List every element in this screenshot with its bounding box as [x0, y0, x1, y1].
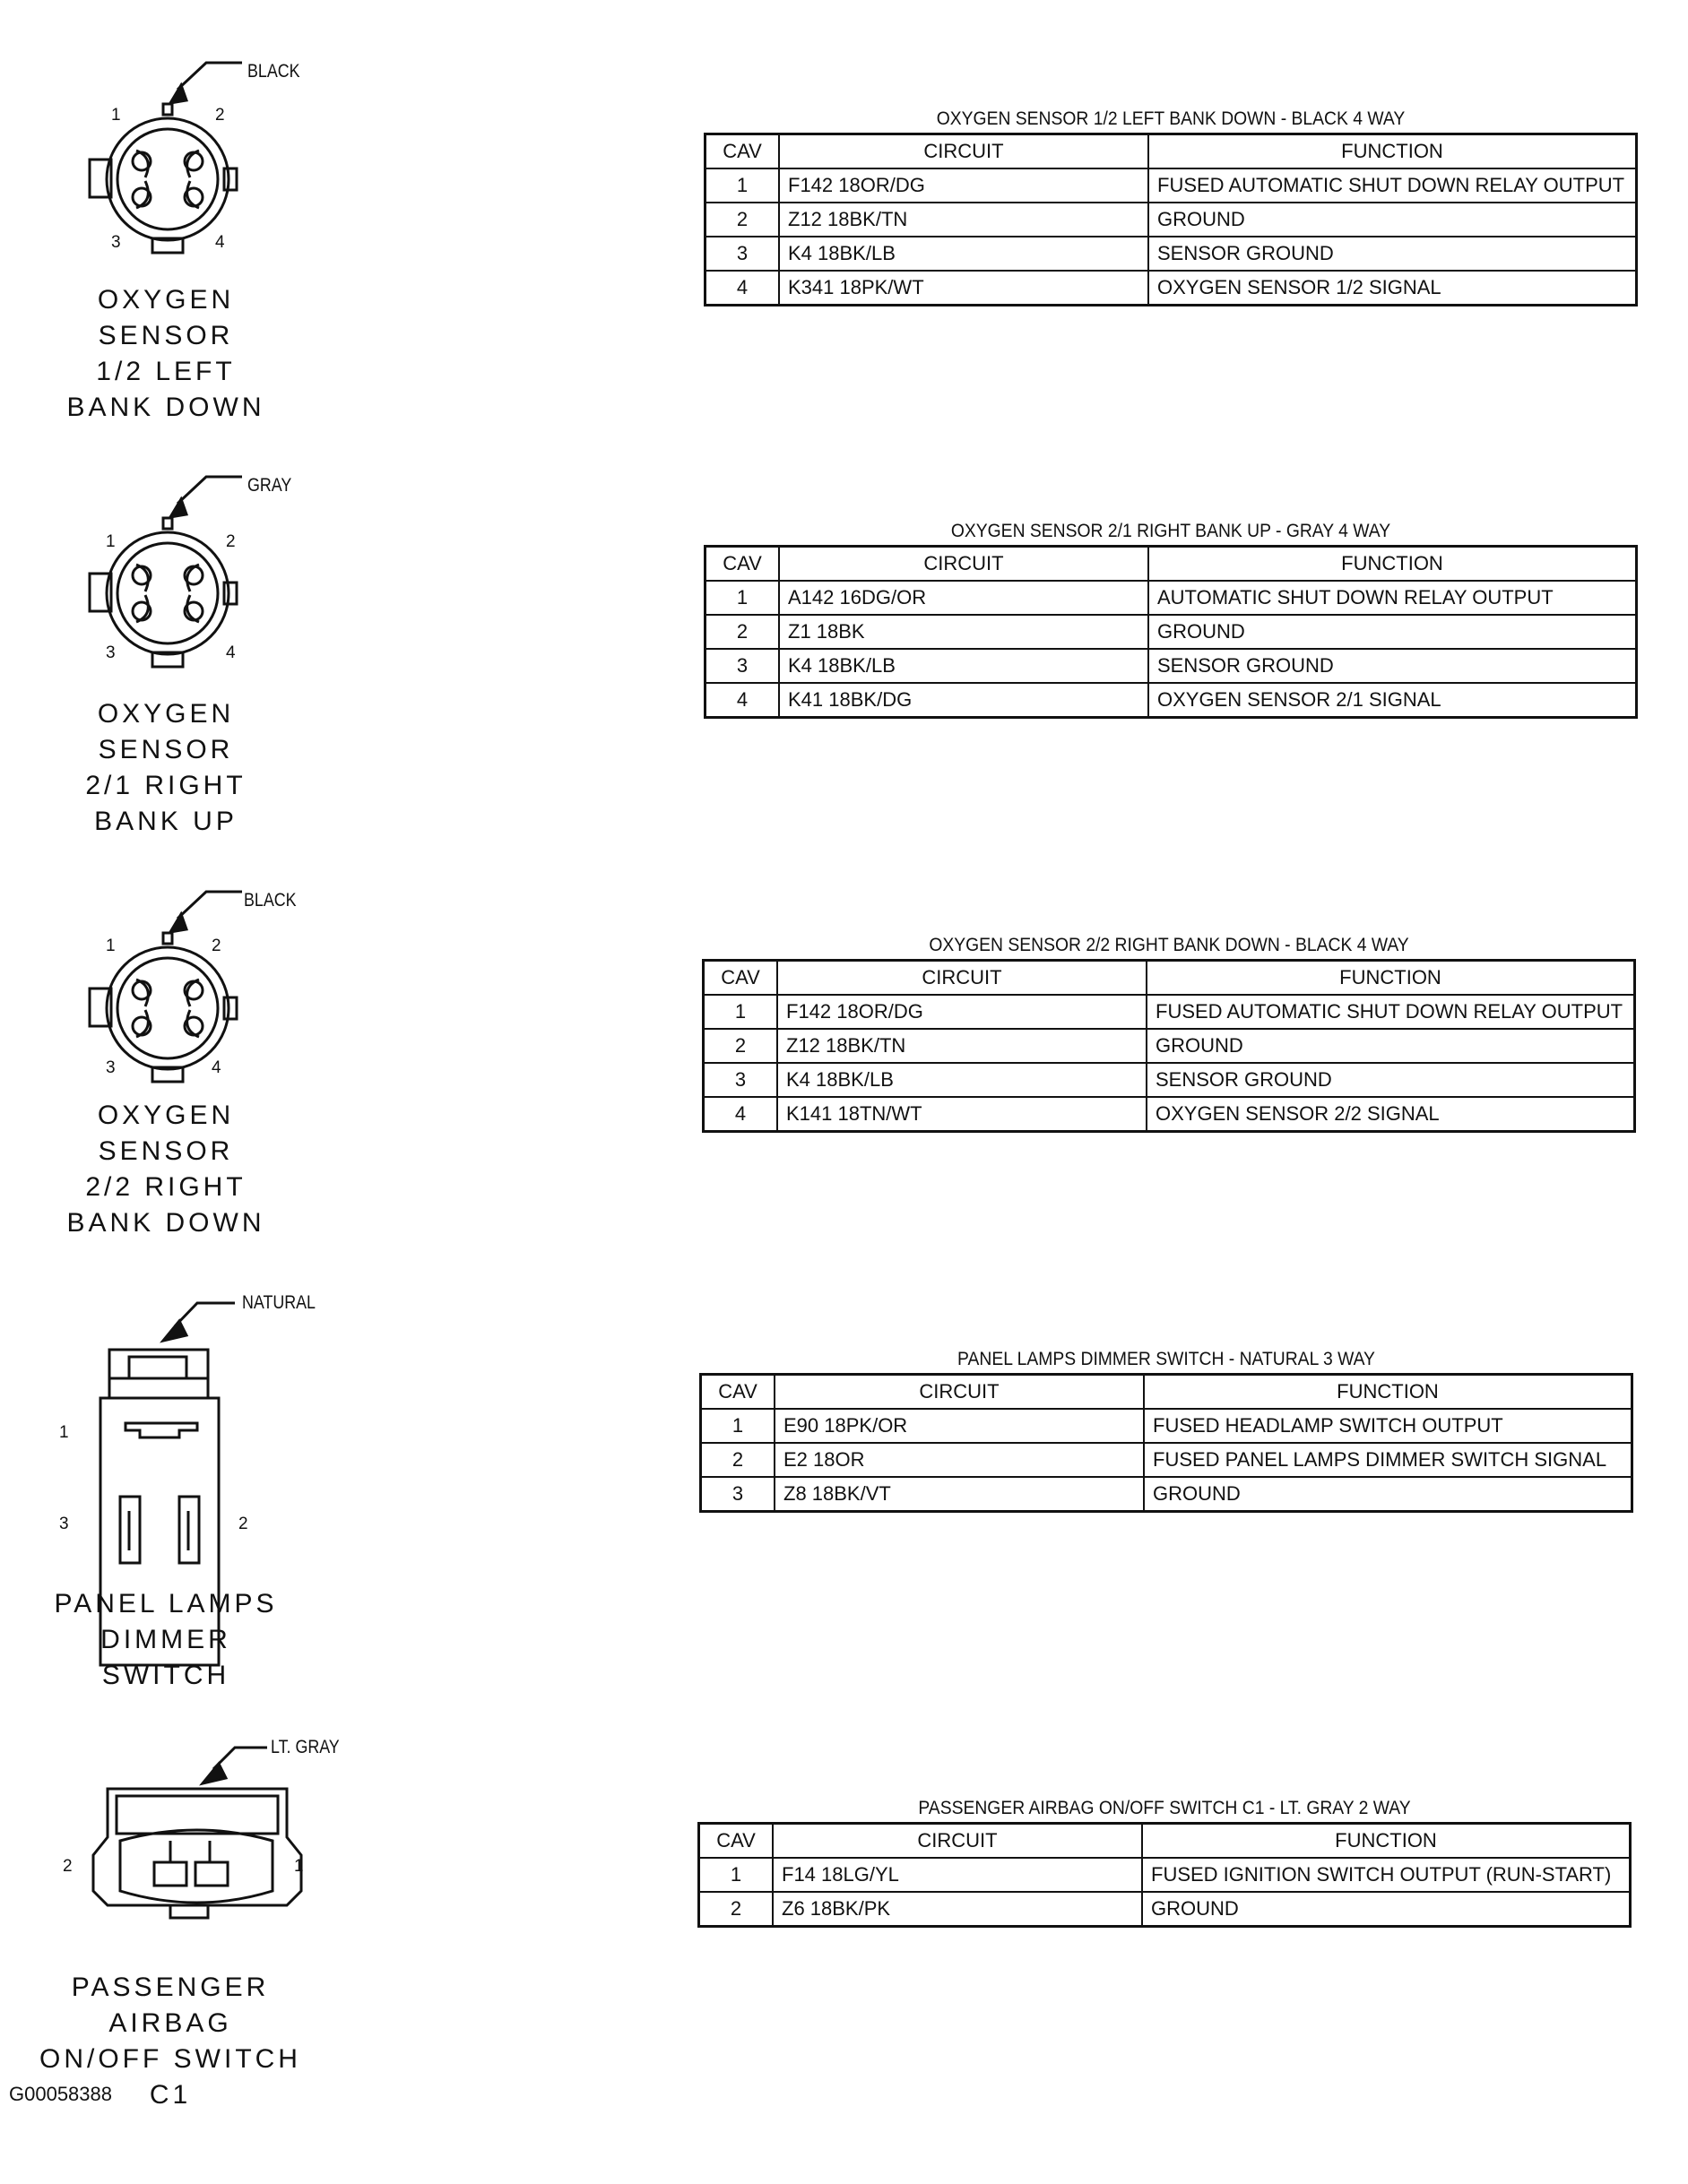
connector-color-label: LT. GRAY [271, 1737, 340, 1757]
caption-line: 1/2 LEFT [96, 357, 236, 386]
cav-cell: 3 [701, 1477, 775, 1512]
function-cell: SENSOR GROUND [1147, 1063, 1635, 1097]
connector-diagram-panel-lamps-dimmer [36, 1292, 430, 1690]
cav-cell: 2 [705, 203, 780, 237]
function-cell: FUSED AUTOMATIC SHUT DOWN RELAY OUTPUT [1148, 168, 1637, 203]
column-header: FUNCTION [1148, 547, 1637, 582]
table-row [705, 168, 1637, 203]
pin-label: 1 [106, 937, 116, 955]
table-row [705, 581, 1637, 615]
table-title: OXYGEN SENSOR 2/2 RIGHT BANK DOWN - BLACK 4 WAY [929, 935, 1409, 955]
circuit-cell: E90 18PK/OR [775, 1409, 1144, 1443]
cav-cell: 4 [705, 683, 780, 718]
circuit-cell: K4 18BK/LB [777, 1063, 1147, 1097]
round-4-way-connector-icon [36, 883, 305, 1098]
table-row [699, 1892, 1631, 1927]
function-cell: SENSOR GROUND [1148, 237, 1637, 271]
caption-line: ON/OFF SWITCH C1 [39, 2044, 301, 2110]
caption-line: OXYGEN SENSOR [97, 1101, 235, 1166]
pin-label: 1 [111, 106, 121, 125]
pin-label: 3 [59, 1515, 69, 1533]
pinout-table [702, 959, 1636, 1133]
connector-caption [36, 282, 296, 426]
cav-cell: 1 [705, 168, 780, 203]
table-header-row [704, 961, 1635, 996]
pinout-table [697, 1822, 1632, 1928]
table-row [704, 1029, 1635, 1063]
connector-color-label: GRAY [247, 475, 292, 496]
pin-label: 2 [238, 1515, 248, 1533]
function-cell: GROUND [1142, 1892, 1631, 1927]
table-title: PASSENGER AIRBAG ON/OFF SWITCH C1 - LT. GRAY 2 WAY [918, 1798, 1411, 1818]
column-header: FUNCTION [1144, 1375, 1632, 1410]
table-header-row [705, 547, 1637, 582]
cav-cell: 3 [705, 237, 780, 271]
connector-diagram-o2-2-1 [36, 468, 430, 836]
pin-label: 1 [59, 1423, 69, 1442]
column-header: CAV [701, 1375, 775, 1410]
pin-label: 2 [212, 937, 221, 955]
table-header-row [705, 134, 1637, 169]
cav-cell: 4 [705, 271, 780, 306]
circuit-cell: K341 18PK/WT [779, 271, 1148, 306]
pinout-table [704, 545, 1638, 719]
circuit-cell: K4 18BK/LB [779, 649, 1148, 683]
table-row [705, 683, 1637, 718]
caption-line: 2/2 RIGHT [85, 1172, 247, 1202]
connector-caption [36, 1586, 296, 1694]
circuit-cell: Z6 18BK/PK [773, 1892, 1142, 1927]
function-cell: AUTOMATIC SHUT DOWN RELAY OUTPUT [1148, 581, 1637, 615]
airbag-2-way-connector-icon [36, 1748, 359, 1963]
connector-diagram-o2-2-2 [36, 883, 430, 1238]
caption-line: OXYGEN SENSOR [97, 285, 235, 350]
caption-line: DIMMER SWITCH [100, 1625, 231, 1690]
cav-cell: 2 [699, 1892, 774, 1927]
caption-line: BANK DOWN [66, 393, 265, 422]
column-header: CAV [705, 134, 780, 169]
pin-label: 1 [294, 1857, 304, 1876]
pinout-table [699, 1373, 1633, 1513]
table-title: PANEL LAMPS DIMMER SWITCH - NATURAL 3 WAY [957, 1349, 1375, 1369]
cav-cell: 1 [699, 1858, 774, 1892]
function-cell: OXYGEN SENSOR 2/2 SIGNAL [1147, 1097, 1635, 1132]
column-header: CIRCUIT [779, 134, 1148, 169]
caption-line: PASSENGER AIRBAG [71, 1973, 270, 2038]
table-header-row [701, 1375, 1632, 1410]
table-row [704, 1097, 1635, 1132]
circuit-cell: A142 16DG/OR [779, 581, 1148, 615]
pin-label: 4 [215, 233, 225, 252]
cav-cell: 1 [704, 995, 778, 1029]
round-4-way-connector-icon [36, 468, 305, 683]
table-row [705, 615, 1637, 649]
table-row [704, 1063, 1635, 1097]
pin-label: 1 [106, 532, 116, 551]
circuit-cell: Z1 18BK [779, 615, 1148, 649]
cav-cell: 2 [701, 1443, 775, 1477]
table-row [705, 203, 1637, 237]
pinout-table-block-o2-2-1 [704, 518, 1638, 719]
pin-label: 3 [106, 643, 116, 662]
pinout-table-block-o2-1-2 [704, 106, 1638, 306]
circuit-cell: Z8 18BK/VT [775, 1477, 1144, 1512]
pin-label: 4 [226, 643, 236, 662]
circuit-cell: F142 18OR/DG [777, 995, 1147, 1029]
function-cell: FUSED HEADLAMP SWITCH OUTPUT [1144, 1409, 1632, 1443]
column-header: FUNCTION [1147, 961, 1635, 996]
function-cell: SENSOR GROUND [1148, 649, 1637, 683]
table-title: OXYGEN SENSOR 1/2 LEFT BANK DOWN - BLACK 4 WAY [936, 108, 1406, 129]
table-row [705, 271, 1637, 306]
connector-caption [36, 1098, 296, 1241]
rectangular-3-way-connector-icon [36, 1299, 323, 1568]
pin-label: 2 [63, 1857, 73, 1876]
column-header: CIRCUIT [773, 1824, 1142, 1859]
cav-cell: 3 [704, 1063, 778, 1097]
connector-color-label: NATURAL [242, 1292, 316, 1313]
circuit-cell: Z12 18BK/TN [779, 203, 1148, 237]
table-row [704, 995, 1635, 1029]
round-4-way-connector-icon [36, 54, 305, 269]
column-header: CAV [699, 1824, 774, 1859]
caption-line: PANEL LAMPS [54, 1589, 278, 1619]
caption-line: BANK DOWN [66, 1208, 265, 1238]
column-header: CIRCUIT [777, 961, 1147, 996]
connector-color-label: BLACK [247, 61, 300, 82]
pin-label: 4 [212, 1058, 221, 1077]
function-cell: GROUND [1148, 203, 1637, 237]
table-row [701, 1443, 1632, 1477]
column-header: CIRCUIT [775, 1375, 1144, 1410]
pin-label: 2 [215, 106, 225, 125]
caption-line: BANK UP [94, 807, 238, 836]
circuit-cell: K4 18BK/LB [779, 237, 1148, 271]
figure-id: G00058388 [9, 2083, 112, 2105]
function-cell: GROUND [1147, 1029, 1635, 1063]
circuit-cell: F142 18OR/DG [779, 168, 1148, 203]
circuit-cell: K41 18BK/DG [779, 683, 1148, 718]
function-cell: FUSED IGNITION SWITCH OUTPUT (RUN-START) [1142, 1858, 1631, 1892]
table-title: OXYGEN SENSOR 2/1 RIGHT BANK UP - GRAY 4 WAY [950, 521, 1391, 541]
function-cell: FUSED AUTOMATIC SHUT DOWN RELAY OUTPUT [1147, 995, 1635, 1029]
pin-label: 3 [106, 1058, 116, 1077]
connector-diagram-o2-1-2 [36, 54, 430, 422]
table-row [705, 649, 1637, 683]
cav-cell: 1 [701, 1409, 775, 1443]
column-header: CAV [704, 961, 778, 996]
function-cell: OXYGEN SENSOR 2/1 SIGNAL [1148, 683, 1637, 718]
cav-cell: 1 [705, 581, 780, 615]
function-cell: OXYGEN SENSOR 1/2 SIGNAL [1148, 271, 1637, 306]
cav-cell: 3 [705, 649, 780, 683]
circuit-cell: F14 18LG/YL [773, 1858, 1142, 1892]
column-header: FUNCTION [1142, 1824, 1631, 1859]
function-cell: FUSED PANEL LAMPS DIMMER SWITCH SIGNAL [1144, 1443, 1632, 1477]
cav-cell: 4 [704, 1097, 778, 1132]
pinout-table [704, 133, 1638, 306]
column-header: FUNCTION [1148, 134, 1637, 169]
pinout-table-block-passenger-airbag [697, 1795, 1632, 1928]
circuit-cell: Z12 18BK/TN [777, 1029, 1147, 1063]
connector-color-label: BLACK [244, 890, 297, 911]
table-row [701, 1409, 1632, 1443]
circuit-cell: E2 18OR [775, 1443, 1144, 1477]
function-cell: GROUND [1148, 615, 1637, 649]
connector-caption [36, 696, 296, 840]
cav-cell: 2 [705, 615, 780, 649]
circuit-cell: K141 18TN/WT [777, 1097, 1147, 1132]
caption-line: OXYGEN SENSOR [97, 699, 235, 764]
pinout-table-block-o2-2-2 [702, 932, 1636, 1133]
table-row [705, 237, 1637, 271]
column-header: CIRCUIT [779, 547, 1148, 582]
table-header-row [699, 1824, 1631, 1859]
pin-label: 2 [226, 532, 236, 551]
pinout-table-block-panel-lamps-dimmer [699, 1346, 1633, 1513]
function-cell: GROUND [1144, 1477, 1632, 1512]
cav-cell: 2 [704, 1029, 778, 1063]
table-row [701, 1477, 1632, 1512]
table-row [699, 1858, 1631, 1892]
caption-line: 2/1 RIGHT [85, 771, 247, 800]
pin-label: 3 [111, 233, 121, 252]
column-header: CAV [705, 547, 780, 582]
